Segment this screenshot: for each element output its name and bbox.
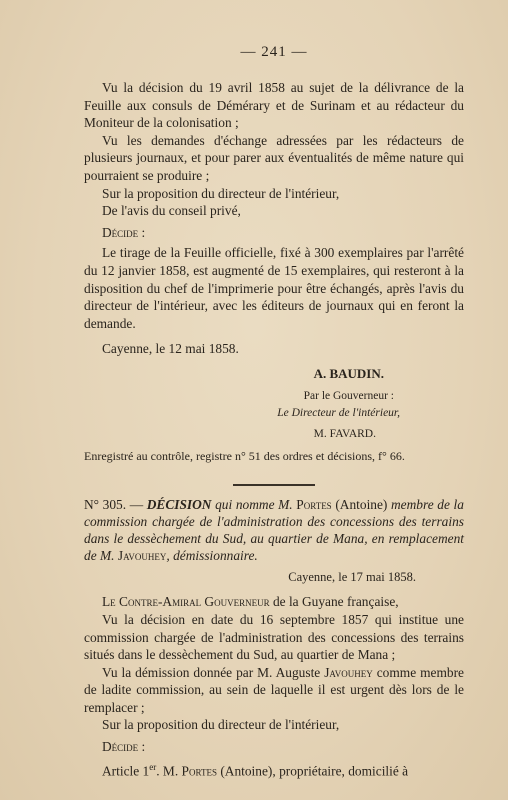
signature-par-le-gouverneur: Par le Gouverneur : <box>303 389 394 402</box>
decision-title-rest: membre de la commission chargée de l'administration des concessions des terrains dans le dessèchement du Sud, au quartier de Mana, en remplacement de M. <box>84 496 464 564</box>
decision-place-date: Cayenne, le 17 mai 1858. <box>288 570 416 585</box>
page-number: — 241 — <box>240 44 308 60</box>
paragraph-vu-1: Vu la décision du 19 avril 1858 au sujet de la délivrance de la Feuille aux consuls de Démérary et de Surinam et au rédacteur du Moniteur de la colonisation ; <box>84 80 464 131</box>
page-content <box>84 44 464 780</box>
paragraph-vu-2: Vu les demandes d'échange adressées par les rédacteurs de plusieurs journaux, et pour parer aux éventualités de même nature qui pourraient se produire ; <box>84 132 464 183</box>
signature-favard: M. FAVARD. <box>313 427 376 440</box>
decision-number: N° 305. — <box>84 496 144 512</box>
registration-note: Enregistré au contrôle, registre n° 51 des ordres et décisions, f° 66. <box>84 448 405 463</box>
decide-label: Décide : <box>102 224 146 240</box>
governor-line: Le Contre-Amiral Gouverneur de la Guyane française, <box>102 594 399 610</box>
paragraph-article-1: Article 1er. M. Portes (Antoine), propriétaire, domicilié à <box>102 761 409 779</box>
date-line: Cayenne, le 12 mai 1858. <box>102 341 239 357</box>
decision-person: Portes <box>296 496 332 512</box>
decide-label-2: Décide : <box>102 739 146 755</box>
section-divider <box>233 484 315 486</box>
paragraph-avis: De l'avis du conseil privé, <box>102 203 241 219</box>
paragraph-vu-decision: Vu la décision en date du 16 septembre 1857 qui institue une commission chargée de l'administration des concessions des terrains situés dans le dessèchement du Sud, au quartier de Mana ; <box>84 611 464 663</box>
paragraph-tirage: Le tirage de la Feuille officielle, fixé à 300 exemplaires par l'arrêté du 12 janvier 1858, est augmenté de 15 exemplaires, qui resteront à la disposition du chef de l'imprimerie pour être échangés, après l'avis du directeur de l'intérieur, avec les éditeurs de journaux qui en feront la demande. <box>84 245 464 331</box>
signature-name: A. BAUDIN. <box>313 365 384 381</box>
decision-heading <box>84 496 464 565</box>
decision-title: qui nomme M. <box>215 496 293 512</box>
paragraph-vu-demission: Vu la démission donnée par M. Auguste Javouhey comme membre de ladite commission, au sein de laquelle il est urgent dès lors de le remplacer ; <box>84 664 464 715</box>
paragraph-proposition: Sur la proposition du directeur de l'intérieur, <box>102 185 340 201</box>
decision-title-end: , démissionnaire. <box>166 548 258 564</box>
decision-keyword: DÉCISION <box>146 496 212 512</box>
decision-person-firstname: (Antoine) <box>335 496 388 512</box>
decision-person-2: Javouhey <box>117 548 167 564</box>
signature-directeur-title: Le Directeur de l'intérieur, <box>277 406 400 419</box>
paragraph-proposition-2: Sur la proposition du directeur de l'intérieur, <box>102 717 340 733</box>
